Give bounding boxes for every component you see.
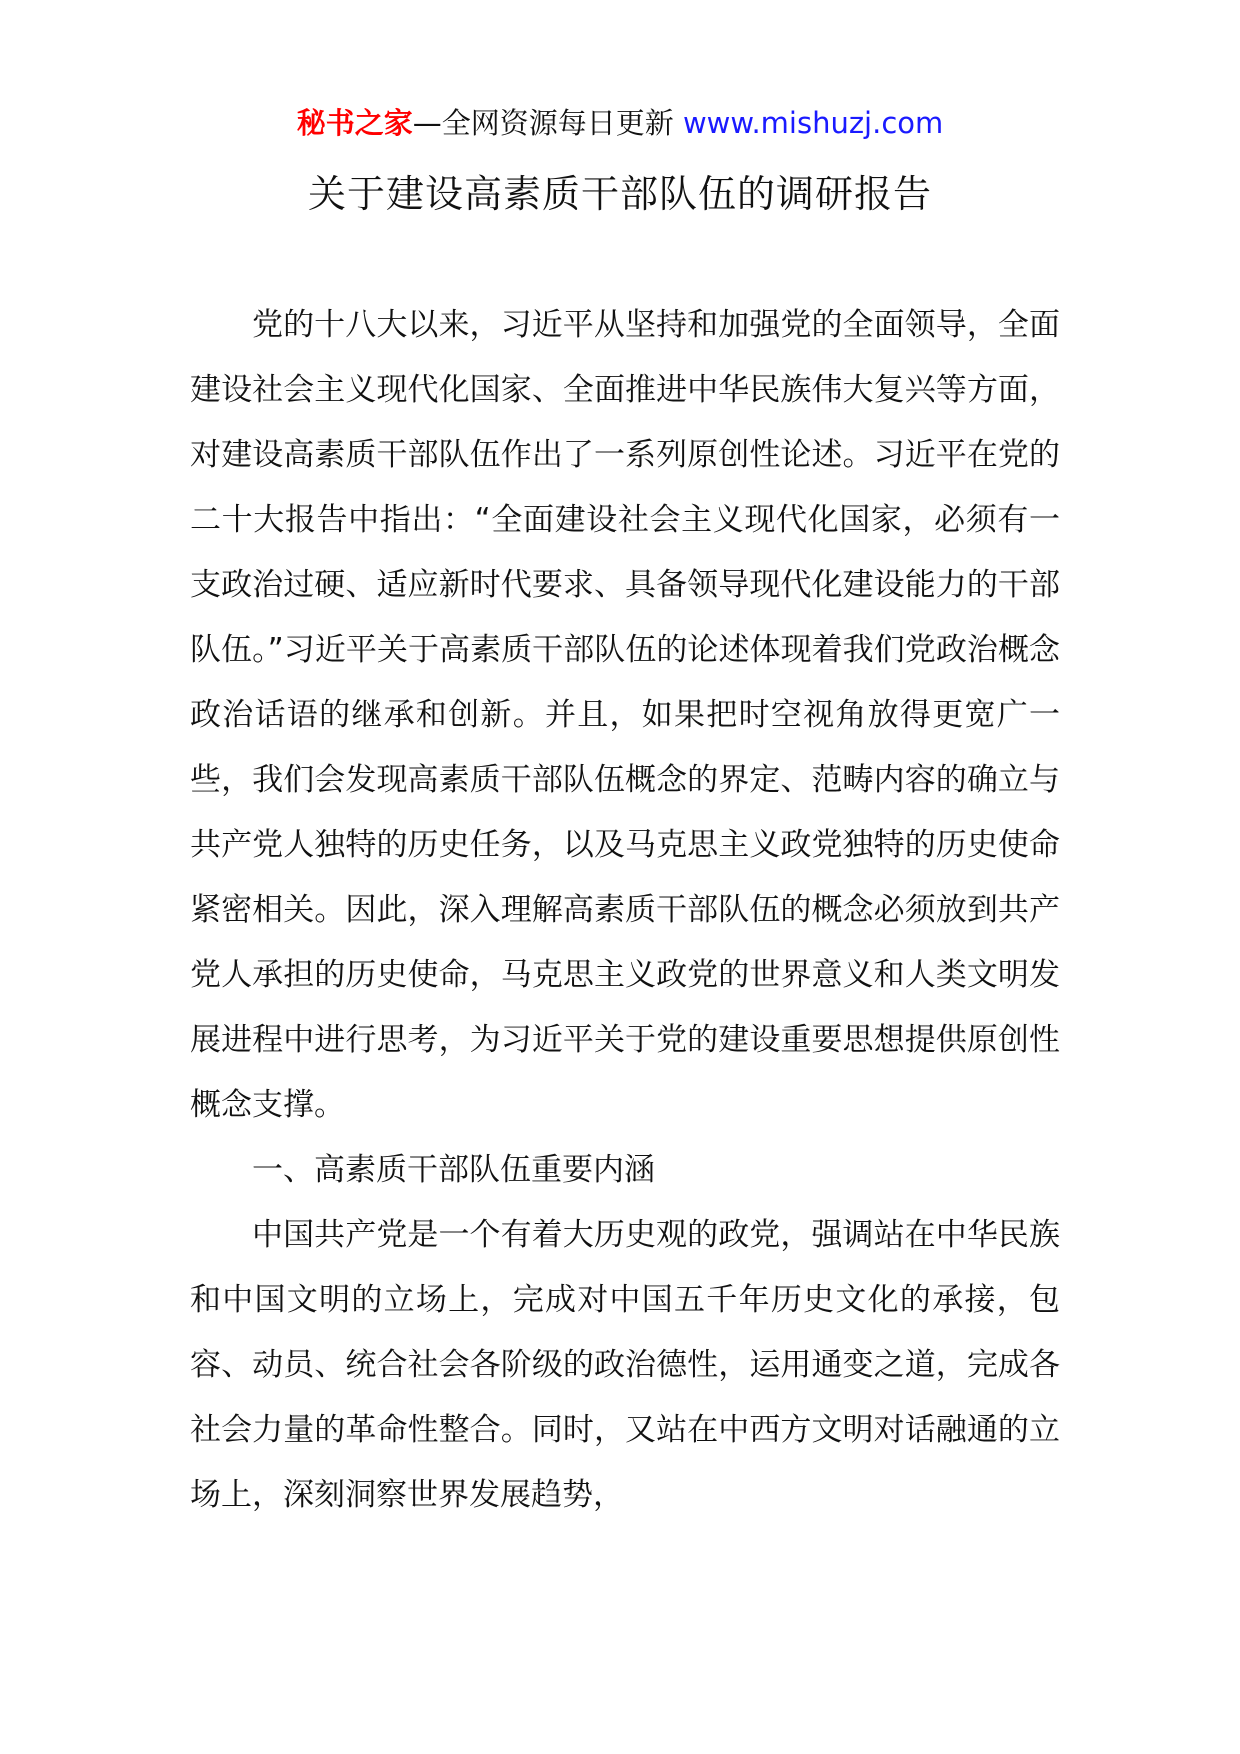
site-url-link[interactable]: www.mishuzj.com — [682, 106, 944, 140]
document-title: 关于建设高素质干部队伍的调研报告 — [307, 172, 932, 216]
site-header — [0, 100, 1240, 146]
site-tagline: —全网资源每日更新 — [412, 106, 683, 140]
site-name: 秘书之家 — [296, 106, 413, 140]
section-paragraph: 中国共产党是一个有着大历史观的政党，强调站在中华民族和中国文明的立场上，完成对中国五千年历史文化的承接，包容、动员、统合社会各阶级的政治德性，运用通变之道，完成各社会力量的革命性整合。同时，又站在中西方文明对话融通的立场上，深刻洞察世界发展趋势， — [190, 1217, 1060, 1513]
intro-paragraph: 党的十八大以来，习近平从坚持和加强党的全面领导，全面建设社会主义现代化国家、全面推进中华民族伟大复兴等方面，对建设高素质干部队伍作出了一系列原创性论述。习近平在党的二十大报告中指出：“全面建设社会主义现代化国家，必须有一支政治过硬、适应新时代要求、具备领导现代化建设能力的干部队伍。”习近平关于高素质干部队伍的论述体现着我们党政治概念政治话语的继承和创新。并且，如果把时空视角放得更宽广一些，我们会发现高素质干部队伍概念的界定、范畴内容的确立与共产党人独特的历史任务，以及马克思主义政党独特的历史使命紧密相关。因此，深入理解高素质干部队伍的概念必须放到共产党人承担的历史使命，马克思主义政党的世界意义和人类文明发展进程中进行思考，为习近平关于党的建设重要思想提供原创性概念支撑。 — [190, 307, 1060, 1123]
section-heading: 一、高素质干部队伍重要内涵 — [252, 1152, 655, 1188]
document-body — [190, 293, 1060, 1528]
